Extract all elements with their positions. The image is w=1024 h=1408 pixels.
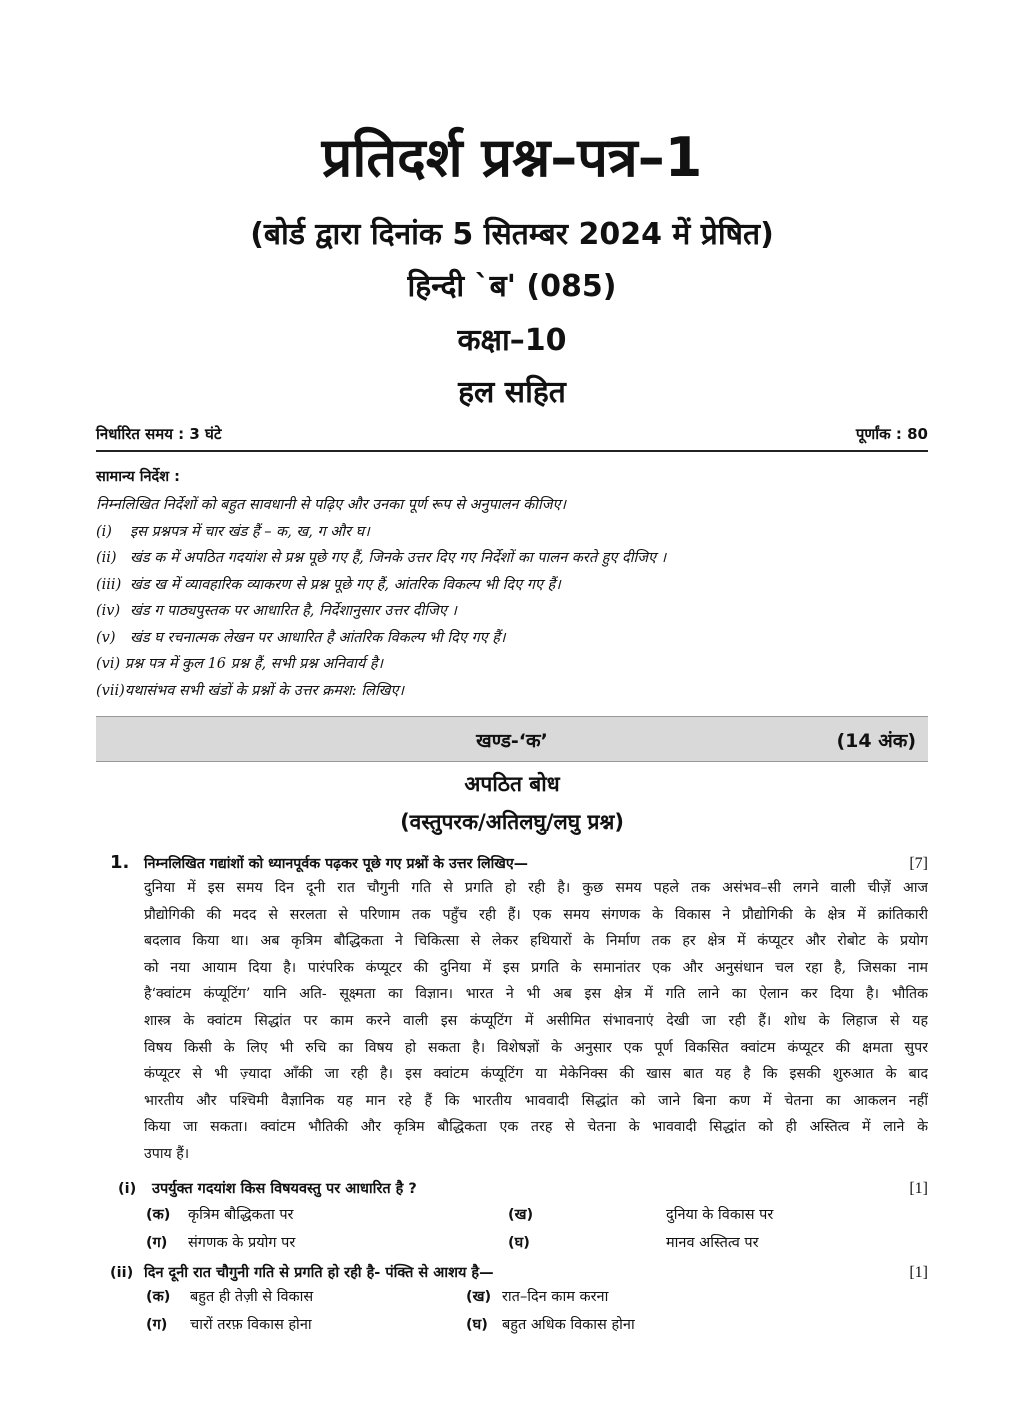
sub-question-marks: [1] <box>909 1264 928 1281</box>
option-label: (क) <box>146 1207 171 1223</box>
passage-line: बदलाव किया था। अब कृत्रिम बौद्धिकता ने चिकित्सा से लेकर हथियारों के निर्माण तक हर क्षेत्र में कंप्यूटर और रोबोट के प्रयोग <box>144 933 928 950</box>
option-label: (घ) <box>508 1235 530 1251</box>
page-title: प्रतिदर्श प्रश्न–पत्र–1 <box>321 126 703 189</box>
instruction-item <box>96 545 928 572</box>
passage-line: दुनिया में इस समय दिन दूनी रात चौगुनी गति से प्रगति हो रही है। कुछ समय पहले तक असंभव–सी लगने वाली चीज़ें आज <box>144 880 928 896</box>
option-text: चारों तरफ़ विकास होना <box>190 1317 312 1333</box>
sub-question-1 <box>118 1178 928 1260</box>
options-row <box>118 1204 928 1232</box>
section-marks: (14 अंक) <box>836 730 916 752</box>
instruction-item <box>96 519 928 546</box>
instruction-item <box>96 598 928 625</box>
passage-line: किया जा सकता। क्वांटम भौतिकी और कृत्रिम बौद्धिकता एक तरह से चेतना के भाववादी सिद्धांत को ही अस्तित्व में लाने के <box>144 1119 928 1136</box>
instruction-text: खंड ख में व्यावहारिक व्याकरण से प्रश्न पूछे गए हैं, आंतरिक विकल्प भी दिए गए हैं। <box>130 576 561 593</box>
option-label: (ग) <box>146 1317 168 1333</box>
option-label: (ग) <box>146 1235 168 1251</box>
option-label: (ख) <box>508 1207 534 1223</box>
time-allowed: निर्धारित समय : 3 घंटे <box>96 425 222 443</box>
subject-heading: हिन्दी `ब' (085) <box>407 269 617 304</box>
question-text: निम्नलिखित गद्यांशों को ध्यानपूर्वक पढ़कर पूछे गए प्रश्नों के उत्तर लिखिए— <box>144 856 528 872</box>
instruction-text: यथासंभव सभी खंडों के प्रश्नों के उत्तर क्रमश: लिखिए। <box>124 682 404 699</box>
instruction-item <box>96 625 928 652</box>
question-1 <box>110 852 928 1168</box>
instruction-text: प्रश्न पत्र में कुल 16 प्रश्न हैं, सभी प्रश्न अनिवार्य है। <box>124 656 384 672</box>
option-label: (क) <box>146 1289 171 1305</box>
section-name: खण्ड-‘क’ <box>476 730 548 752</box>
instruction-text: खंड घ रचनात्मक लेखन पर आधारित है आंतरिक विकल्प भी दिए गए हैं। <box>130 629 506 646</box>
instruction-number: (ii) <box>96 550 117 566</box>
section-question-types: (वस्तुपरक/अतिलघु/लघु प्रश्न) <box>400 810 624 834</box>
question-marks: [7] <box>909 855 928 872</box>
section-subtitle: अपठित बोध <box>464 772 560 796</box>
instruction-number: (vi) <box>96 656 121 672</box>
instruction-number: (vii) <box>96 682 125 699</box>
passage-line: भारतीय और पश्चिमी वैज्ञानिक यह मान रहे हैं कि भारतीय भाववादी सिद्धांत को जाने बिना कण में चेतना का आकलन नहीं <box>144 1092 928 1109</box>
option-text: दुनिया के विकास पर <box>666 1207 774 1223</box>
option-text: मानव अस्तित्व पर <box>666 1235 759 1251</box>
passage-line: शास्त्र के क्वांटम सिद्धांत पर काम करने वाली इस कंप्यूटिंग में असीमित संभावनाएं देखी जा रही हैं। शोध के लिहाज से यह <box>144 1012 928 1029</box>
passage-line: उपाय हैं। <box>144 1145 190 1162</box>
sub-question-2 <box>110 1262 928 1342</box>
section-header-bar <box>96 716 928 762</box>
option-text: रात–दिन काम करना <box>502 1289 609 1305</box>
sub-question-marks: [1] <box>909 1180 928 1197</box>
option-text: कृत्रिम बौद्धिकता पर <box>188 1207 294 1223</box>
passage-line: प्रौद्योगिकी की मदद से सरलता से परिणाम तक पहुँच रही हैं। एक समय संगणक के विकास ने प्रौद्योगिकी के क्षेत्र में क्रांतिकारी <box>144 906 928 923</box>
solved-heading: हल सहित <box>458 375 566 410</box>
instruction-item <box>96 651 928 678</box>
instructions-intro: निम्नलिखित निर्देशों को बहुत सावधानी से पढ़िए और उनका पूर्ण रूप से अनुपालन कीजिए। <box>96 497 567 513</box>
option-text: बहुत अधिक विकास होना <box>502 1317 635 1333</box>
options-row <box>110 1314 928 1342</box>
option-text: बहुत ही तेज़ी से विकास <box>190 1289 314 1305</box>
instruction-number: (v) <box>96 629 116 646</box>
question-number: 1. <box>110 852 130 873</box>
passage-line: कंप्यूटर से भी ज़्यादा आँकी जा रही है। इस क्वांटम कंप्यूटिंग या मेकेनिक्स की खास बात यह है कि इसकी शुरुआत के बाद <box>144 1066 928 1083</box>
instruction-text: खंड क में अपठित गदयांश से प्रश्न पूछे गए हैं, जिनके उत्तर दिए गए निर्देशों का पालन करते हुए दीजिए । <box>130 550 667 566</box>
instruction-text: इस प्रश्नपत्र में चार खंड हैं – क, ख, ग और घ। <box>130 523 370 540</box>
instruction-number: (iv) <box>96 603 121 619</box>
page-subtitle: (बोर्ड द्वारा दिनांक 5 सितम्बर 2024 में प्रेषित) <box>250 217 774 252</box>
option-label: (घ) <box>466 1317 488 1333</box>
option-label: (ख) <box>466 1289 492 1305</box>
options-row <box>110 1286 928 1314</box>
sub-question-text: उपर्युक्त गदयांश किस विषयवस्तु पर आधारित है ? <box>152 1181 417 1197</box>
instruction-text: खंड ग पाठ्यपुस्तक पर आधारित है, निर्देशानुसार उत्तर दीजिए । <box>130 603 457 619</box>
instruction-number: (i) <box>96 523 112 540</box>
max-marks: पूर्णांक : 80 <box>855 425 928 443</box>
option-text: संगणक के प्रयोग पर <box>188 1235 296 1251</box>
passage-line: को नया आयाम दिया है। पारंपरिक कंप्यूटर की दुनिया में इस प्रगति के समानांतर एक और अनुसंधान चल रहा है, जिसका नाम <box>144 959 928 976</box>
instruction-number: (iii) <box>96 576 122 593</box>
passage-line: है‘क्वांटम कंप्यूटिंग’ यानि अति- सूक्ष्मता का विज्ञान। भारत ने भी अब इस क्षेत्र में गति लाने का ऐलान कर दिया है। भौतिक <box>144 986 928 1003</box>
sub-question-text: दिन दूनी रात चौगुनी गति से प्रगति हो रही है- पंक्ति से आशय है— <box>144 1265 494 1281</box>
exam-meta-bar <box>96 424 928 452</box>
instruction-item <box>96 572 928 599</box>
sub-question-number: (i) <box>118 1181 137 1197</box>
options-row <box>118 1232 928 1260</box>
instruction-item <box>96 678 928 705</box>
sub-question-number: (ii) <box>110 1265 134 1281</box>
unseen-passage <box>144 875 928 1168</box>
passage-line: विषय किसी के लिए भी रुचि का विषय हो सकता है। विशेषज्ञों के अनुसार एक पूर्ण विकसित क्वांटम कंप्यूटर की क्षमता सुपर <box>144 1039 928 1056</box>
general-instructions <box>96 466 928 704</box>
instructions-heading: सामान्य निर्देश : <box>96 469 180 485</box>
class-heading: कक्षा–10 <box>457 323 567 358</box>
